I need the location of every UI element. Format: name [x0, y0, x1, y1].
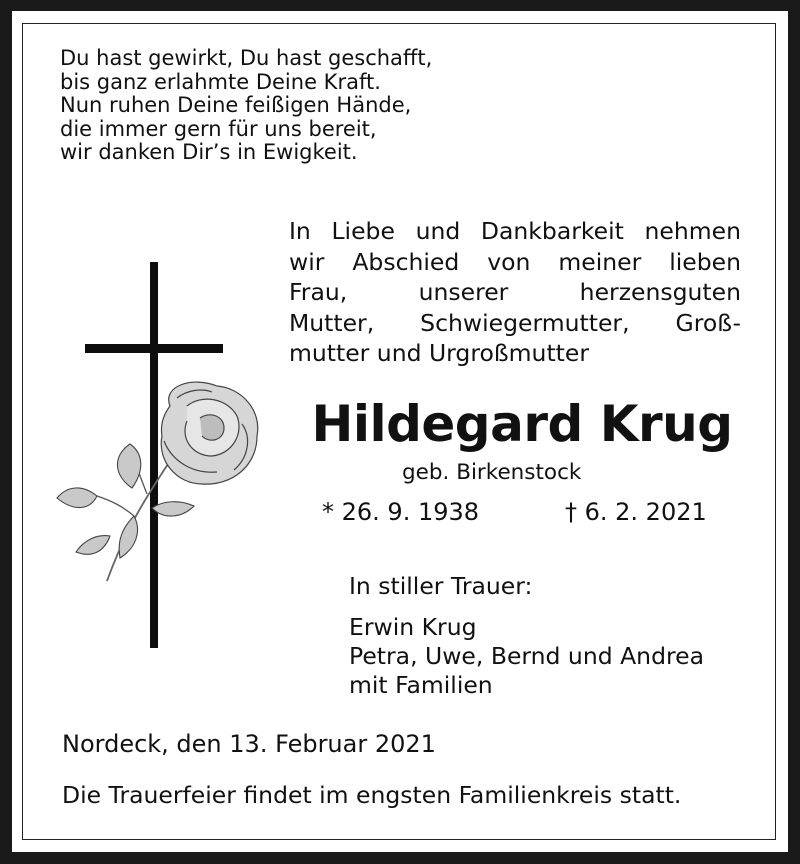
cross-icon-bar: [85, 344, 223, 353]
mourner-line: Petra, Uwe, Bernd und Andrea: [349, 642, 705, 670]
place-and-date: Nordeck, den 13. Februar 2021: [62, 730, 436, 758]
farewell-text: [289, 216, 741, 369]
mourners-block: [349, 572, 704, 700]
farewell-line: Frau, unserer herzensguten: [289, 278, 741, 306]
obituary-sheet: [12, 11, 788, 852]
farewell-line: In Liebe und Dankbarkeit nehmen: [289, 217, 741, 245]
farewell-line: mutter und Urgroßmutter: [289, 339, 590, 367]
farewell-line: wir Abschied von meiner lieben: [289, 247, 741, 276]
poem-line: die immer gern für uns bereit,: [60, 116, 377, 141]
poem-line: bis ganz erlahmte Deine Kraft.: [60, 69, 381, 94]
memorial-poem: [60, 47, 432, 165]
deceased-name: Hildegard Krug: [311, 395, 733, 453]
birth-date: * 26. 9. 1938: [322, 498, 480, 526]
mourner-line: Erwin Krug: [349, 613, 477, 641]
farewell-line: Mutter, Schwiegermutter, Groß-: [289, 308, 741, 337]
funeral-note: Die Trauerfeier findet im engsten Familienkreis statt.: [62, 781, 682, 809]
death-date: † 6. 2. 2021: [565, 498, 707, 526]
mourners-heading: In stiller Trauer:: [349, 572, 533, 600]
mourner-line: mit Familien: [349, 671, 493, 699]
maiden-name: geb. Birkenstock: [402, 460, 582, 485]
poem-line: Nun ruhen Deine feißigen Hände,: [60, 93, 412, 117]
poem-line: wir danken Dir’s in Ewigkeit.: [60, 140, 358, 164]
poem-line: Du hast gewirkt, Du hast geschafft,: [60, 46, 433, 70]
